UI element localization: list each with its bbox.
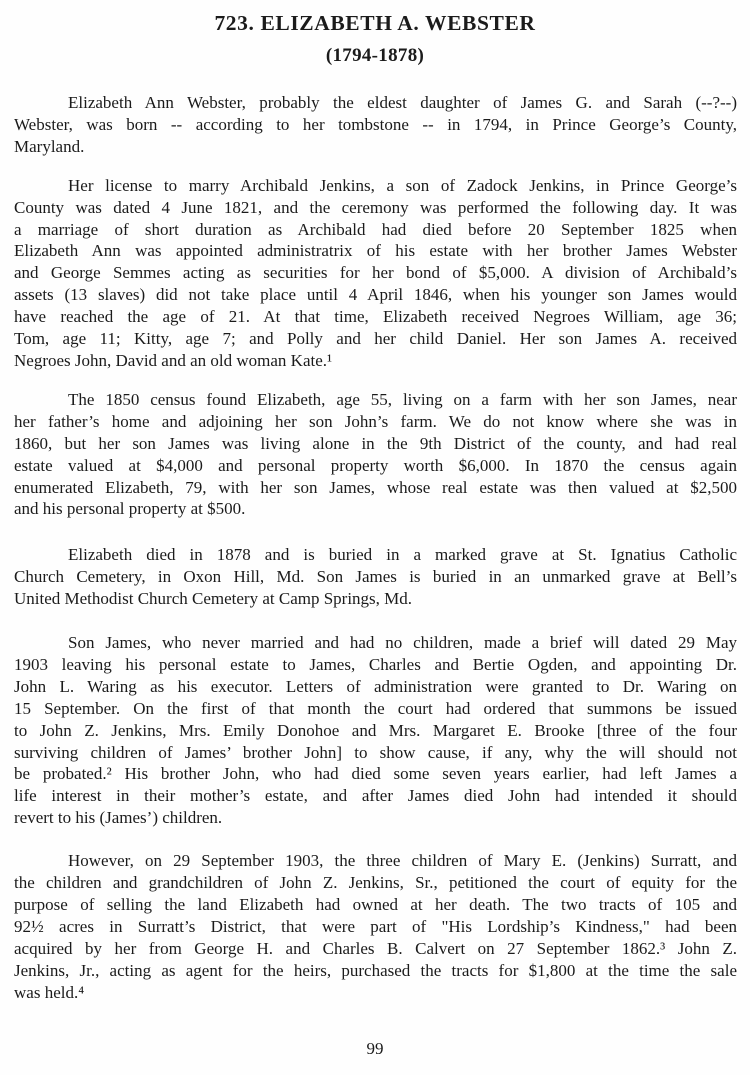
text-line: Tom, age 11; Kitty, age 7; and Polly and her child Daniel. Her son James A. received (14, 329, 737, 349)
text-line: Elizabeth Ann was appointed administratrix of his estate with her brother James Webster (14, 241, 737, 261)
paragraph (14, 632, 737, 829)
text-line: Webster, was born -- according to her tombstone -- in 1794, in Prince George’s County, (14, 114, 737, 134)
paragraph (14, 175, 737, 372)
text-line: Son James, who never married and had no children, made a brief will dated 29 May (68, 633, 737, 653)
text-line: Church Cemetery, in Oxon Hill, Md. Son James is buried in an unmarked grave at Bell’s (14, 567, 737, 587)
text-line: Elizabeth died in 1878 and is buried in a marked grave at St. Ignatius Catholic (68, 545, 737, 565)
text-line: 1903 leaving his personal estate to James, Charles and Bertie Ogden, and appointing Dr. (14, 654, 737, 674)
page-subtitle: (1794-1878) (325, 45, 425, 66)
text-line: be probated.² His brother John, who had died some seven years earlier, had left James a (14, 764, 737, 784)
text-line: and George Semmes acting as securities for her bond of $5,000. A division of Archibald’s (14, 263, 737, 283)
text-line: However, on 29 September 1903, the three children of Mary E. (Jenkins) Surratt, and (68, 851, 737, 871)
text-line: Jenkins, Jr., acting as agent for the heirs, purchased the tracts for $1,800 at the time the sale (14, 960, 737, 980)
text-line: 92½ acres in Surratt’s District, that were part of "His Lordship’s Kindness," had been (14, 916, 737, 936)
text-line: John L. Waring as his executor. Letters of administration were granted to Dr. Waring on (14, 676, 737, 696)
text-line: the children and grandchildren of John Z. Jenkins, Sr., petitioned the court of equity for the (14, 873, 737, 893)
text-line: and his personal property at $500. (14, 499, 246, 519)
paragraph (14, 850, 737, 1003)
paragraph (14, 92, 737, 158)
text-line: her father’s home and adjoining her son John’s farm. We do not know where she was in (14, 411, 737, 431)
paragraph (14, 389, 737, 520)
text-line: Negroes John, David and an old woman Kate.¹ (14, 350, 333, 370)
text-line: Elizabeth Ann Webster, probably the eldest daughter of James G. and Sarah (--?--) (68, 93, 737, 112)
text-line: Her license to marry Archibald Jenkins, a son of Zadock Jenkins, in Prince George’s (68, 175, 737, 195)
text-line: 15 September. On the first of that month the court had ordered that summons be issued (14, 698, 737, 718)
text-line: was held.⁴ (14, 982, 85, 1002)
text-line: have reached the age of 21. At that time, Elizabeth received Negroes William, age 36; (14, 307, 737, 327)
text-line: assets (13 slaves) did not take place until 4 April 1846, when his younger son James would (14, 285, 737, 305)
text-line: surviving children of James’ brother John] to show cause, if any, why the will should not (14, 742, 737, 762)
text-line: life interest in their mother’s estate, and after James died John had intended it should (14, 786, 737, 806)
text-line: acquired by her from George H. and Charles B. Calvert on 27 September 1862.³ John Z. (14, 938, 737, 958)
document-body (14, 92, 737, 1004)
text-line: Maryland. (14, 136, 85, 156)
text-line: County was dated 4 June 1821, and the ceremony was performed the following day. It was (14, 197, 737, 217)
paragraph (14, 544, 737, 610)
text-line: enumerated Elizabeth, 79, with her son James, whose real estate was then valued at $2,500 (14, 477, 737, 497)
text-line: 1860, but her son James was living alone in the 9th District of the county, and had real (14, 433, 737, 453)
text-line: to John Z. Jenkins, Mrs. Emily Donohoe and Mrs. Margaret E. Brooke [three of the four (14, 720, 737, 740)
text-line: estate valued at $4,000 and personal property worth $6,000. In 1870 the census again (14, 455, 737, 475)
text-line: The 1850 census found Elizabeth, age 55, living on a farm with her son James, near (68, 389, 737, 409)
text-line: United Methodist Church Cemetery at Camp Springs, Md. (14, 589, 413, 609)
text-line: purpose of selling the land Elizabeth had owned at her death. The two tracts of 105 and (14, 895, 737, 914)
text-line: revert to his (James’) children. (14, 808, 223, 828)
page-title: 723. ELIZABETH A. WEBSTER (214, 11, 536, 35)
text-line: a marriage of short duration as Archibald had died before 20 September 1825 when (14, 219, 737, 239)
page-number: 99 (366, 1039, 384, 1058)
